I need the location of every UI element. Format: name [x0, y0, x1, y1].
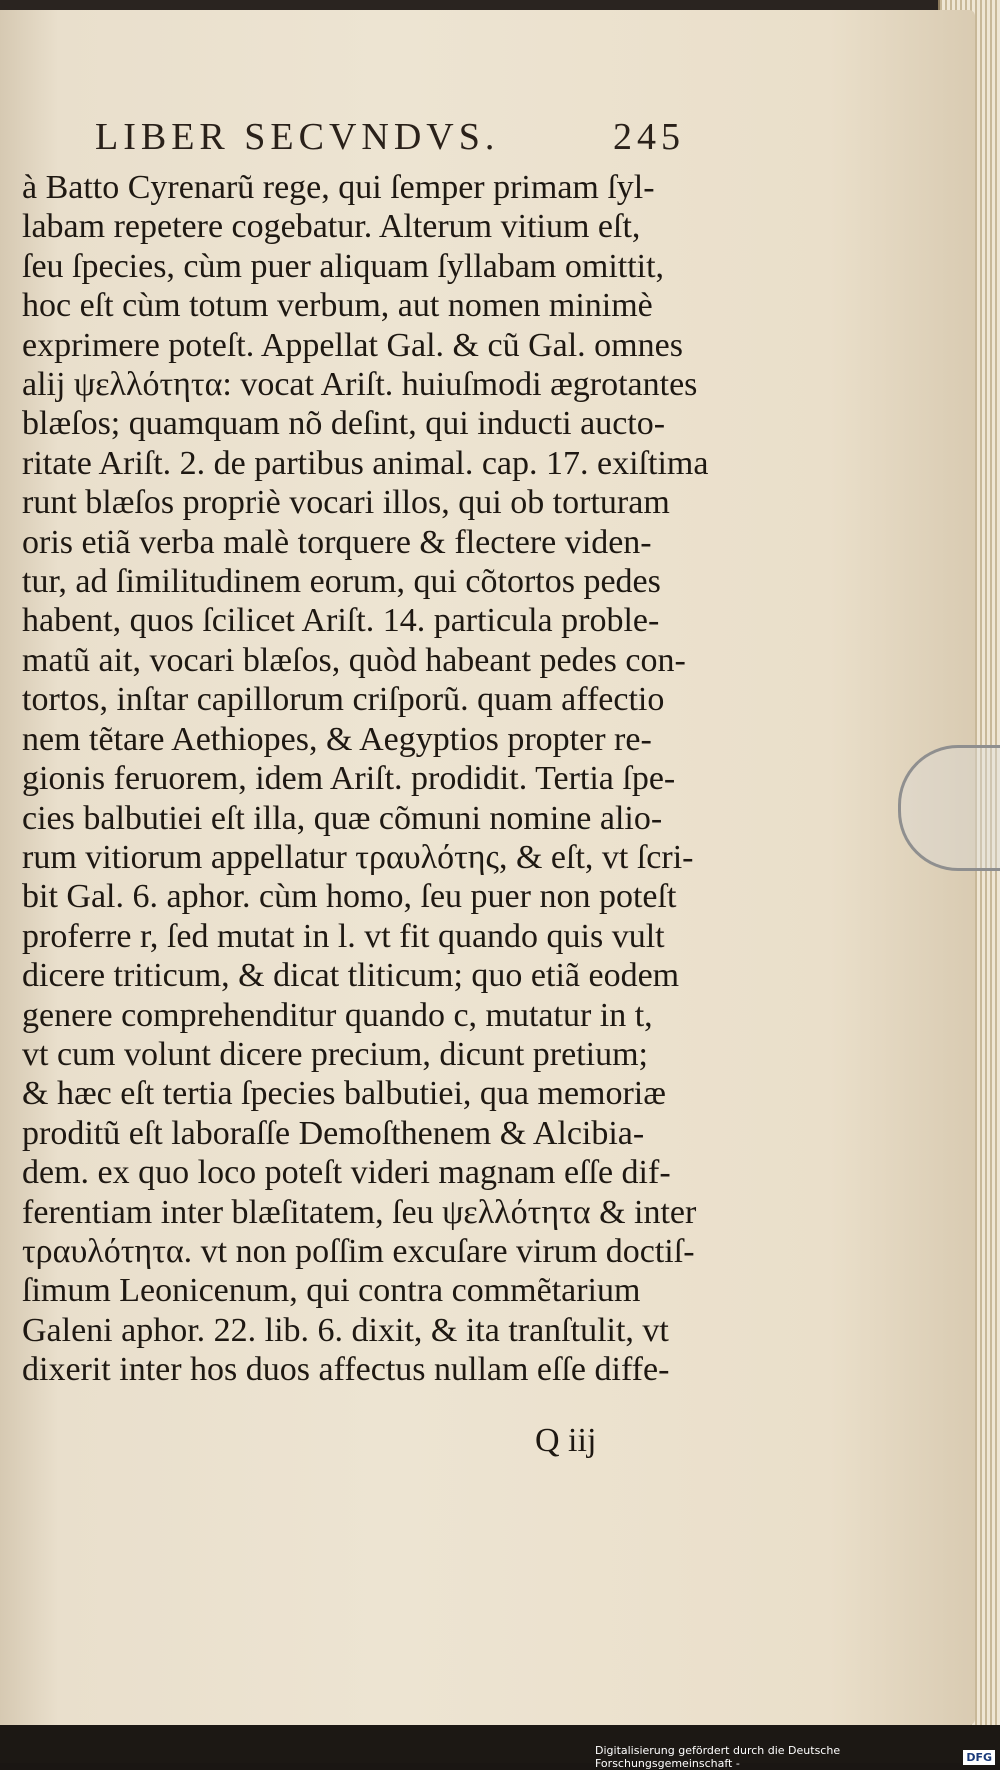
signature-mark: Q iij	[535, 1422, 597, 1459]
text-line: habent, quos ſcilicet Ariſt. 14. particula proble-	[22, 602, 660, 640]
text-line: runt blæſos propriè vocari illos, qui ob torturam	[22, 484, 670, 522]
text-line: blæſos; quamquam nõ deſint, qui inducti aucto-	[22, 405, 666, 443]
text-line: ſeu ſpecies, cùm puer aliquam ſyllabam omittit,	[22, 247, 665, 285]
dfg-logo-icon: DFG	[963, 1750, 995, 1765]
text-line: dixerit inter hos duos affectus nullam eſſe diffe-	[22, 1351, 670, 1389]
text-line: alij ψελλότητα: vocat Ariſt. huiuſmodi ægrotantes	[22, 366, 698, 404]
text-line: gionis feruorem, idem Ariſt. prodidit. Tertia ſpe-	[22, 760, 676, 798]
text-line: nem tẽtare Aethiopes, & Aegyptios propter re-	[22, 720, 652, 758]
text-line: rum vitiorum appellatur τραυλότης, & eſt, vt ſcri-	[22, 838, 694, 876]
text-line: ritate Ariſt. 2. de partibus animal. cap. 17. exiſtima	[22, 444, 709, 482]
text-line: matũ ait, vocari blæſos, quòd habeant pedes con-	[22, 641, 686, 679]
text-line: hoc eſt cùm totum verbum, aut nomen minimè	[22, 287, 653, 325]
running-head	[95, 115, 685, 159]
text-line: ferentiam inter blæſitatem, ſeu ψελλότητα & inter	[22, 1193, 697, 1231]
text-line: oris etiã verba malè torquere & flectere viden-	[22, 523, 652, 561]
text-line: proditũ eſt laboraſſe Demoſthenem & Alcibia-	[22, 1114, 645, 1152]
footer-credit	[595, 1744, 995, 1770]
text-line: & hæc eſt tertia ſpecies balbutiei, qua memoriæ	[22, 1075, 666, 1113]
text-line: vt cum volunt dicere precium, dicunt pretium;	[22, 1035, 648, 1073]
text-line: à Batto Cyrenarũ rege, qui ſemper primam ſyl-	[22, 169, 655, 206]
footer-text: Digitalisierung gefördert durch die Deutsche Forschungsgemeinschaft -	[595, 1744, 841, 1770]
page-clip	[898, 745, 1000, 871]
text-line: tur, ad ſimilitudinem eorum, qui cõtortos pedes	[22, 563, 661, 601]
text-line: exprimere poteſt. Appellat Gal. & cũ Gal. omnes	[22, 326, 683, 364]
text-line: bit Gal. 6. aphor. cùm homo, ſeu puer non poteſt	[22, 878, 677, 916]
text-line: dem. ex quo loco poteſt videri magnam eſſe dif-	[22, 1154, 671, 1192]
text-line: genere comprehenditur quando c, mutatur in t,	[22, 996, 653, 1034]
body-text	[22, 168, 722, 1390]
text-line: Galeni aphor. 22. lib. 6. dixit, & ita tranſtulit, vt	[22, 1311, 669, 1349]
text-line: τραυλότητα. vt non poſſim excuſare virum doctiſ-	[22, 1232, 695, 1270]
text-line: ſimum Leonicenum, qui contra commẽtarium	[22, 1272, 641, 1310]
text-line: tortos, inſtar capillorum criſporũ. quam affectio	[22, 681, 665, 719]
text-line: dicere triticum, & dicat tliticum; quo etiã eodem	[22, 957, 680, 995]
page-number: 245	[613, 116, 685, 158]
running-head-title: LIBER SECVNDVS.	[95, 116, 500, 158]
text-line: labam repetere cogebatur. Alterum vitium eſt,	[22, 208, 641, 246]
text-line: proferre r, ſed mutat in l. vt fit quando quis vult	[22, 917, 665, 955]
text-line: cies balbutiei eſt illa, quæ cõmuni nomine alio-	[22, 799, 663, 837]
